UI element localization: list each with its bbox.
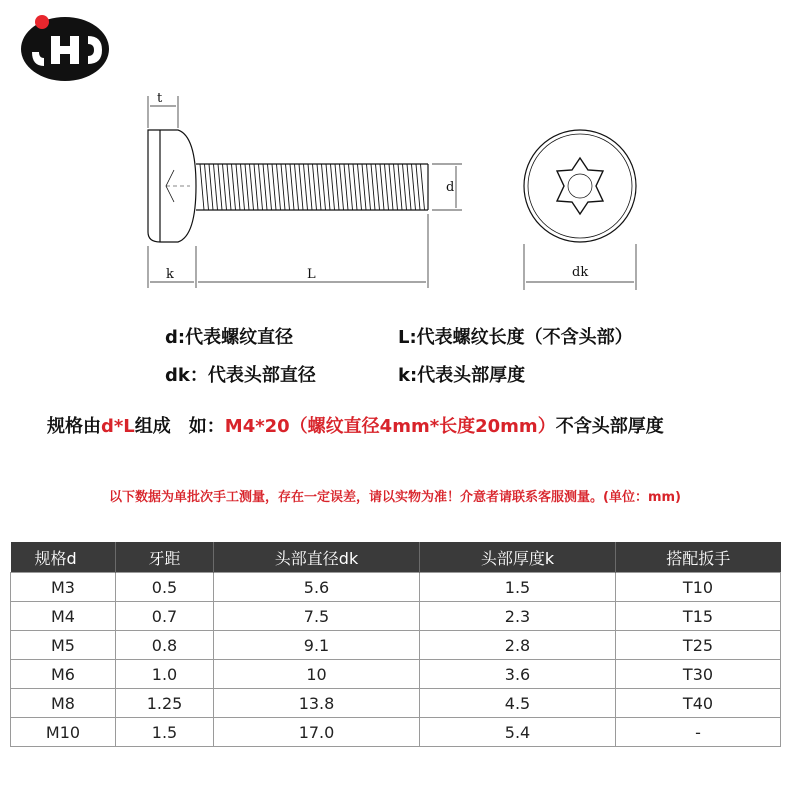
cell-wrench: T15 xyxy=(616,602,781,631)
cell-pitch: 0.8 xyxy=(116,631,214,660)
screw-technical-drawing xyxy=(0,85,790,300)
cell-pitch: 1.5 xyxy=(116,718,214,747)
spec-table xyxy=(10,542,781,747)
cell-head-thickness: 2.8 xyxy=(420,631,616,660)
brand-logo xyxy=(18,6,112,84)
table-row xyxy=(11,573,781,602)
cell-wrench: - xyxy=(616,718,781,747)
header-head-diameter: 头部直径dk xyxy=(214,542,420,573)
cell-wrench: T30 xyxy=(616,660,781,689)
table-header-row xyxy=(11,542,781,573)
spec-example: M4*20（螺纹直径4mm*长度20mm） xyxy=(224,416,556,437)
cell-head-thickness: 5.4 xyxy=(420,718,616,747)
spec-formula: d*L xyxy=(101,416,135,437)
legend-dk: dk：代表头部直径 xyxy=(165,365,316,386)
cell-head-diameter: 5.6 xyxy=(214,573,420,602)
label-dk: dk xyxy=(572,265,589,280)
cell-head-diameter: 17.0 xyxy=(214,718,420,747)
cell-size: M6 xyxy=(11,660,116,689)
label-L: L xyxy=(307,267,316,282)
cell-head-thickness: 1.5 xyxy=(420,573,616,602)
table-row xyxy=(11,660,781,689)
header-wrench: 搭配扳手 xyxy=(616,542,781,573)
table-row xyxy=(11,718,781,747)
cell-head-thickness: 3.6 xyxy=(420,660,616,689)
cell-head-diameter: 7.5 xyxy=(214,602,420,631)
cell-size: M10 xyxy=(11,718,116,747)
cell-size: M8 xyxy=(11,689,116,718)
cell-size: M4 xyxy=(11,602,116,631)
spec-middle: 组成 如： xyxy=(134,416,225,437)
legend-k: k:代表头部厚度 xyxy=(398,365,526,386)
cell-head-thickness: 2.3 xyxy=(420,602,616,631)
logo-red-dot xyxy=(35,15,49,29)
cell-pitch: 0.5 xyxy=(116,573,214,602)
table-row xyxy=(11,689,781,718)
spec-prefix: 规格由 xyxy=(47,416,101,437)
cell-head-thickness: 4.5 xyxy=(420,689,616,718)
cell-wrench: T10 xyxy=(616,573,781,602)
cell-pitch: 0.7 xyxy=(116,602,214,631)
cell-head-diameter: 10 xyxy=(214,660,420,689)
header-size: 规格d xyxy=(11,542,116,573)
thread-lines xyxy=(200,164,425,210)
header-pitch: 牙距 xyxy=(116,542,214,573)
cell-size: M3 xyxy=(11,573,116,602)
side-view xyxy=(148,96,462,288)
header-head-thickness: 头部厚度k xyxy=(420,542,616,573)
cell-pitch: 1.0 xyxy=(116,660,214,689)
cell-wrench: T25 xyxy=(616,631,781,660)
legend-d: d:代表螺纹直径 xyxy=(165,327,294,348)
cell-wrench: T40 xyxy=(616,689,781,718)
spec-description xyxy=(47,412,664,438)
table-row xyxy=(11,631,781,660)
spec-suffix: 不含头部厚度 xyxy=(555,416,664,437)
legend-L: L:代表螺纹长度（不含头部） xyxy=(398,327,633,348)
cell-head-diameter: 13.8 xyxy=(214,689,420,718)
cell-head-diameter: 9.1 xyxy=(214,631,420,660)
measurement-notice: 以下数据为单批次手工测量，存在一定误差，请以实物为准！介意者请联系客服测量。(单位：mm) xyxy=(109,490,681,505)
cell-pitch: 1.25 xyxy=(116,689,214,718)
cell-size: M5 xyxy=(11,631,116,660)
label-k: k xyxy=(166,267,174,282)
table-row xyxy=(11,602,781,631)
label-d: d xyxy=(446,180,455,195)
label-t: t xyxy=(157,91,163,106)
